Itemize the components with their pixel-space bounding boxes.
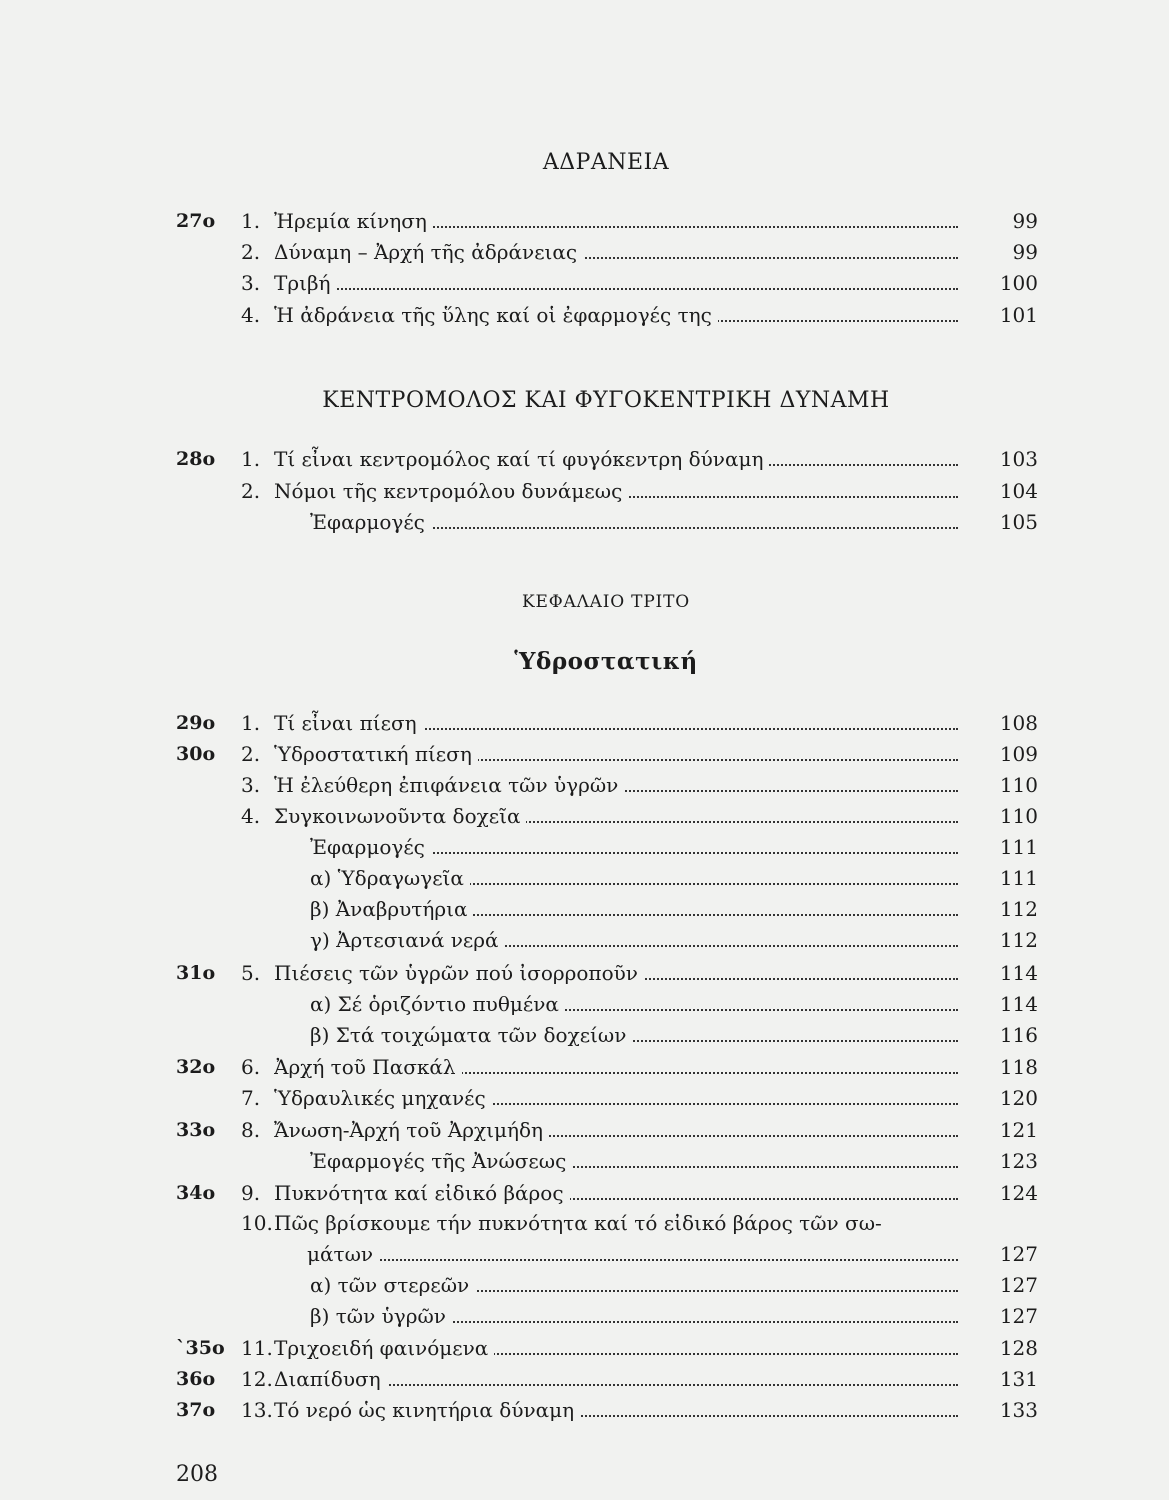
entry-number: 1. [241, 209, 261, 233]
toc-entry [0, 989, 1169, 1019]
entry-number: 6. [241, 1055, 261, 1079]
toc-entry [0, 300, 1169, 330]
entry-title-text: α) τῶν στερεῶν [310, 1273, 475, 1297]
entry-page-number: 110 [999, 773, 1038, 797]
continued-entry-num: 10. [241, 1211, 273, 1235]
entry-title [274, 237, 961, 267]
entry-title-text: μάτων [307, 1242, 379, 1266]
entry-number: 3. [241, 271, 261, 295]
entry-number: 2. [241, 240, 261, 264]
entry-page-number: 127 [999, 1242, 1038, 1266]
entry-title-text: α) Σέ ὁριζόντιο πυθμένα [310, 992, 565, 1016]
entry-page-number: 133 [999, 1398, 1038, 1422]
lesson-number: 31ο [176, 962, 216, 984]
toc-entry [0, 1333, 1169, 1363]
entry-title-text: Ὑδροστατική πίεση [274, 742, 478, 766]
entry-title [274, 476, 961, 506]
entry-title [310, 925, 961, 955]
lesson-number: `35ο [176, 1337, 225, 1359]
entry-title-text: Νόμοι τῆς κεντρομόλου δυνάμεως [274, 479, 628, 503]
entry-title [274, 739, 961, 769]
entry-number: 4. [241, 804, 261, 828]
lesson-number: 34ο [176, 1182, 216, 1204]
entry-title [310, 1301, 961, 1331]
entry-number: 9. [241, 1181, 261, 1205]
lesson-number: 27ο [176, 210, 216, 232]
entry-title-text: Ἐφαρμογές τῆς Ἀνώσεως [310, 1149, 572, 1173]
entry-page-number: 118 [999, 1055, 1038, 1079]
entry-title-text: Ἡ ἐλεύθερη ἐπιφάνεια τῶν ὑγρῶν [274, 773, 624, 797]
entry-title-text: Δύναμη – Ἀρχή τῆς ἀδράνειας [274, 240, 583, 264]
toc-entry [0, 1270, 1169, 1300]
entry-number: 2. [241, 479, 261, 503]
entry-title-text: Ὑδραυλικές μηχανές [274, 1086, 492, 1110]
entry-page-number: 99 [1012, 209, 1038, 233]
chapter-heading: ΚΕΦΑΛΑΙΟ ΤΡΙΤΟ [522, 592, 690, 612]
toc-entry [0, 863, 1169, 893]
entry-title [310, 1270, 961, 1300]
toc-entry [0, 801, 1169, 831]
toc-entry [0, 268, 1169, 298]
entry-page-number: 127 [999, 1304, 1038, 1328]
entry-title-text: Ἐφαρμογές [310, 835, 431, 859]
entry-title-text: Τό νερό ὡς κινητήρια δύναμη [274, 1398, 580, 1422]
entry-number: 13. [241, 1398, 273, 1422]
entry-page-number: 123 [999, 1149, 1038, 1173]
entry-number: 5. [241, 961, 261, 985]
entry-title [310, 989, 961, 1019]
chapter-title: Ὑδροστατική [514, 648, 698, 675]
entry-title [274, 1333, 961, 1363]
entry-page-number: 127 [999, 1273, 1038, 1297]
toc-entry [0, 1146, 1169, 1176]
toc-entry [0, 958, 1169, 988]
entry-title-text: Ἀρχή τοῦ Πασκάλ [274, 1055, 462, 1079]
entry-title-text: β) Στά τοιχώματα τῶν δοχείων [310, 1023, 632, 1047]
entry-number: 1. [241, 711, 261, 735]
entry-title-text: Ἐφαρμογές [310, 510, 431, 534]
lesson-number: 33ο [176, 1119, 216, 1141]
section-heading-kentromolos: ΚΕΝΤΡΟΜΟΛΟΣ ΚΑΙ ΦΥΓΟΚΕΝΤΡΙΚΗ ΔΥΝΑΜΗ [322, 388, 890, 413]
toc-entry [0, 1178, 1169, 1208]
entry-page-number: 120 [999, 1086, 1038, 1110]
entry-title [274, 708, 961, 738]
entry-page-number: 111 [999, 835, 1038, 859]
entry-title [307, 1239, 961, 1269]
entry-page-number: 105 [999, 510, 1038, 534]
entry-page-number: 99 [1012, 240, 1038, 264]
entry-title-text: Τί εἶναι πίεση [274, 711, 423, 735]
entry-page-number: 111 [999, 866, 1038, 890]
entry-title [310, 863, 961, 893]
entry-title-text: Ἠρεμία κίνηση [274, 209, 433, 233]
entry-title [274, 300, 961, 330]
entry-page-number: 104 [999, 479, 1038, 503]
toc-entry [0, 894, 1169, 924]
entry-title [274, 1364, 961, 1394]
toc-entry [0, 832, 1169, 862]
entry-number: 12. [241, 1367, 273, 1391]
entry-number: 4. [241, 303, 261, 327]
lesson-number: 32ο [176, 1056, 216, 1078]
entry-title-text: Τί εἶναι κεντρομόλος καί τί φυγόκεντρη δύναμη [274, 447, 769, 471]
lesson-number: 30ο [176, 743, 216, 765]
entry-number: 2. [241, 742, 261, 766]
entry-title-text: Τριχοειδή φαινόμενα [274, 1336, 494, 1360]
toc-entry [0, 1301, 1169, 1331]
entry-title [310, 832, 961, 862]
entry-title-text: Συγκοινωνοῦντα δοχεῖα [274, 804, 526, 828]
lesson-number: 29ο [176, 712, 216, 734]
entry-title-text: Ἡ ἀδράνεια τῆς ὕλης καί οἱ ἐφαρμογές της [274, 303, 718, 327]
entry-title-text: Πιέσεις τῶν ὑγρῶν πού ἰσορροποῦν [274, 961, 644, 985]
toc-entry [0, 1052, 1169, 1082]
entry-number: 11. [241, 1336, 273, 1360]
entry-page-number: 128 [999, 1336, 1038, 1360]
entry-title-text: β) τῶν ὑγρῶν [310, 1304, 452, 1328]
entry-title [310, 507, 961, 537]
continued-entry-title: Πῶς βρίσκουμε τήν πυκνότητα καί τό εἰδικό βάρος τῶν σω- [274, 1211, 882, 1235]
entry-page-number: 100 [999, 271, 1038, 295]
toc-entry [0, 507, 1169, 537]
toc-entry [0, 476, 1169, 506]
toc-entry [0, 1239, 1169, 1269]
entry-title-text: Ἄνωση-Ἀρχή τοῦ Ἀρχιμήδη [274, 1118, 549, 1142]
entry-title [310, 1146, 961, 1176]
lesson-number: 28ο [176, 448, 216, 470]
entry-page-number: 131 [999, 1367, 1038, 1391]
entry-page-number: 116 [999, 1023, 1038, 1047]
entry-number: 8. [241, 1118, 261, 1142]
entry-title [310, 894, 961, 924]
entry-title [310, 1020, 961, 1050]
toc-entry [0, 770, 1169, 800]
entry-title-text: α) Ὑδραγωγεῖα [310, 866, 470, 890]
entry-page-number: 112 [999, 928, 1038, 952]
entry-title [274, 770, 961, 800]
entry-number: 1. [241, 447, 261, 471]
toc-entry [0, 1083, 1169, 1113]
entry-title [274, 1052, 961, 1082]
entry-page-number: 101 [999, 303, 1038, 327]
toc-entry [0, 1020, 1169, 1050]
entry-number: 7. [241, 1086, 261, 1110]
entry-title [274, 444, 961, 474]
entry-page-number: 112 [999, 897, 1038, 921]
entry-title-text: Πυκνότητα καί εἰδικό βάρος [274, 1181, 570, 1205]
toc-entry [0, 708, 1169, 738]
entry-title [274, 1178, 961, 1208]
lesson-number: 37ο [176, 1399, 216, 1421]
entry-page-number: 124 [999, 1181, 1038, 1205]
entry-page-number: 110 [999, 804, 1038, 828]
entry-title-text: β) Ἀναβρυτήρια [310, 897, 473, 921]
entry-title [274, 1395, 961, 1425]
toc-entry [0, 206, 1169, 236]
toc-entry [0, 925, 1169, 955]
entry-page-number: 108 [999, 711, 1038, 735]
entry-page-number: 114 [999, 961, 1038, 985]
entry-title [274, 268, 961, 298]
toc-entry [0, 1115, 1169, 1145]
entry-title [274, 206, 961, 236]
entry-title-text: γ) Ἀρτεσιανά νερά [310, 928, 505, 952]
toc-entry [0, 444, 1169, 474]
entry-title-text: Τριβή [274, 271, 336, 295]
entry-title [274, 1115, 961, 1145]
toc-entry [0, 1395, 1169, 1425]
entry-title [274, 1083, 961, 1113]
entry-number: 3. [241, 773, 261, 797]
page-number: 208 [176, 1462, 218, 1487]
entry-title [274, 958, 961, 988]
section-heading-adraneia: ΑΔΡΑΝΕΙΑ [542, 150, 670, 175]
toc-entry [0, 739, 1169, 769]
toc-entry [0, 1364, 1169, 1394]
entry-page-number: 114 [999, 992, 1038, 1016]
entry-page-number: 109 [999, 742, 1038, 766]
entry-title [274, 801, 961, 831]
entry-title-text: Διαπίδυση [274, 1367, 387, 1391]
lesson-number: 36ο [176, 1368, 216, 1390]
entry-page-number: 103 [999, 447, 1038, 471]
toc-entry [0, 237, 1169, 267]
entry-page-number: 121 [999, 1118, 1038, 1142]
